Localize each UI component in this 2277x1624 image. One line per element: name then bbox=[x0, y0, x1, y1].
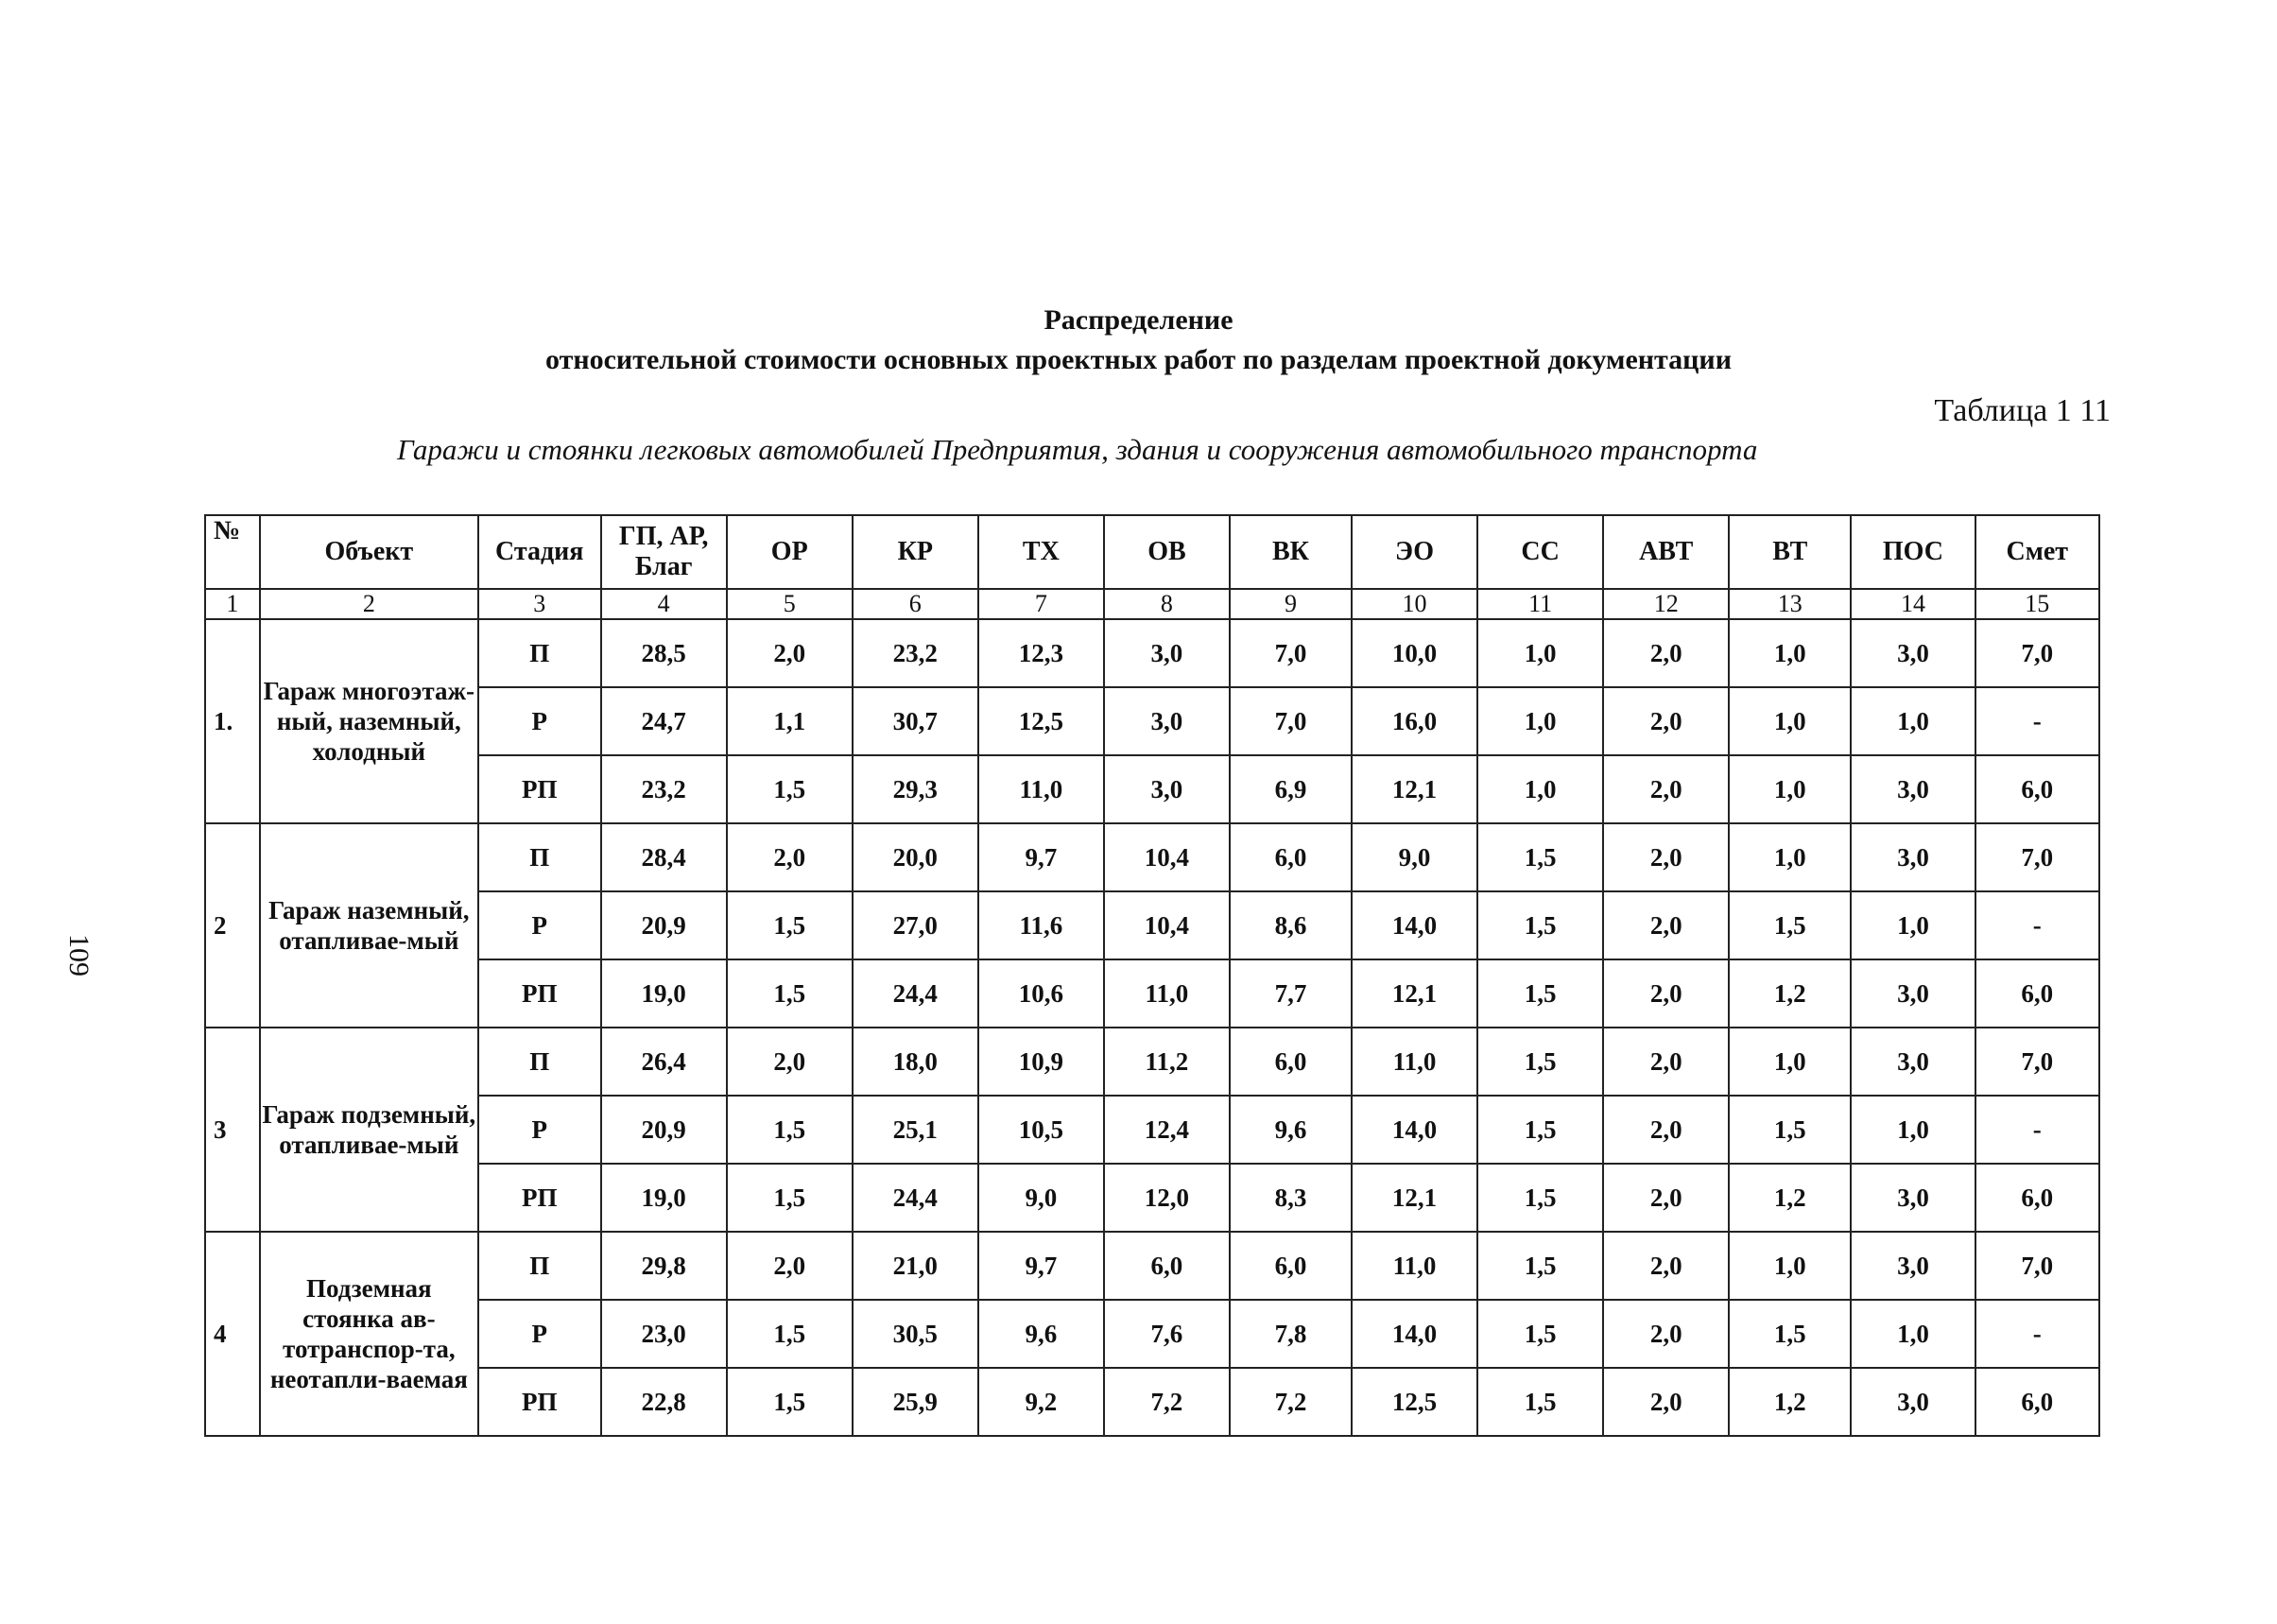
value-cell: 3,0 bbox=[1851, 959, 1975, 1028]
object-name: Подземная стоянка ав-тотранспор-та, неотапли-ваемая bbox=[260, 1232, 478, 1436]
value-cell: 29,3 bbox=[853, 755, 978, 823]
value-cell: 11,2 bbox=[1104, 1028, 1230, 1096]
table-row bbox=[205, 1368, 2099, 1436]
value-cell: 1,0 bbox=[1477, 619, 1603, 687]
column-index-cell: 3 bbox=[478, 589, 601, 619]
value-cell: 2,0 bbox=[1603, 1368, 1729, 1436]
header-cell: ВТ bbox=[1729, 515, 1851, 589]
value-cell: 1,5 bbox=[1477, 1300, 1603, 1368]
value-cell: 2,0 bbox=[1603, 1232, 1729, 1300]
value-cell: 12,1 bbox=[1352, 959, 1477, 1028]
value-cell: 14,0 bbox=[1352, 891, 1477, 959]
value-cell: 10,9 bbox=[978, 1028, 1104, 1096]
value-cell: 9,2 bbox=[978, 1368, 1104, 1436]
value-cell: 10,0 bbox=[1352, 619, 1477, 687]
value-cell: 29,8 bbox=[601, 1232, 727, 1300]
header-cell: № bbox=[205, 515, 260, 589]
table-row bbox=[205, 619, 2099, 687]
table-row bbox=[205, 823, 2099, 891]
value-cell: 25,1 bbox=[853, 1096, 978, 1164]
value-cell: 3,0 bbox=[1104, 687, 1230, 755]
row-number: 3 bbox=[205, 1028, 260, 1232]
column-index-cell: 10 bbox=[1352, 589, 1477, 619]
column-index-row bbox=[205, 589, 2099, 619]
value-cell: 24,4 bbox=[853, 1164, 978, 1232]
value-cell: 28,5 bbox=[601, 619, 727, 687]
value-cell: 20,9 bbox=[601, 891, 727, 959]
column-index-cell: 14 bbox=[1851, 589, 1975, 619]
value-cell: 2,0 bbox=[1603, 1164, 1729, 1232]
stage-cell: Р bbox=[478, 687, 601, 755]
table-row bbox=[205, 1300, 2099, 1368]
row-number: 4 bbox=[205, 1232, 260, 1436]
value-cell: 9,6 bbox=[1230, 1096, 1352, 1164]
header-cell: СС bbox=[1477, 515, 1603, 589]
value-cell: 19,0 bbox=[601, 1164, 727, 1232]
value-cell: 1,0 bbox=[1851, 1300, 1975, 1368]
value-cell: 18,0 bbox=[853, 1028, 978, 1096]
value-cell: 3,0 bbox=[1851, 619, 1975, 687]
stage-cell: П bbox=[478, 619, 601, 687]
value-cell: 27,0 bbox=[853, 891, 978, 959]
value-cell: 7,0 bbox=[1230, 687, 1352, 755]
value-cell: 3,0 bbox=[1851, 1028, 1975, 1096]
column-index-cell: 9 bbox=[1230, 589, 1352, 619]
value-cell: 8,3 bbox=[1230, 1164, 1352, 1232]
value-cell: 23,0 bbox=[601, 1300, 727, 1368]
value-cell: 12,1 bbox=[1352, 1164, 1477, 1232]
header-cell: ГП, АР, Благ bbox=[601, 515, 727, 589]
value-cell: 1,5 bbox=[1729, 891, 1851, 959]
value-cell: 1,5 bbox=[1477, 1164, 1603, 1232]
value-cell: 1,0 bbox=[1729, 823, 1851, 891]
value-cell: 1,5 bbox=[727, 1164, 853, 1232]
column-index-cell: 4 bbox=[601, 589, 727, 619]
value-cell: 2,0 bbox=[1603, 619, 1729, 687]
value-cell: 20,0 bbox=[853, 823, 978, 891]
stage-cell: П bbox=[478, 1232, 601, 1300]
header-cell: ОВ bbox=[1104, 515, 1230, 589]
value-cell: 30,5 bbox=[853, 1300, 978, 1368]
column-index-cell: 6 bbox=[853, 589, 978, 619]
table-row bbox=[205, 959, 2099, 1028]
header-cell: Стадия bbox=[478, 515, 601, 589]
value-cell: 7,0 bbox=[1975, 1232, 2099, 1300]
header-cell: Объект bbox=[260, 515, 478, 589]
value-cell: 1,5 bbox=[1729, 1300, 1851, 1368]
value-cell: 12,3 bbox=[978, 619, 1104, 687]
value-cell: 7,2 bbox=[1230, 1368, 1352, 1436]
header-cell: КР bbox=[853, 515, 978, 589]
value-cell: 3,0 bbox=[1851, 1232, 1975, 1300]
value-cell: 2,0 bbox=[727, 1028, 853, 1096]
value-cell: 10,4 bbox=[1104, 891, 1230, 959]
value-cell: 1,0 bbox=[1729, 755, 1851, 823]
value-cell: 26,4 bbox=[601, 1028, 727, 1096]
value-cell: 7,0 bbox=[1975, 1028, 2099, 1096]
value-cell: 1,5 bbox=[727, 891, 853, 959]
value-cell: 11,0 bbox=[1352, 1232, 1477, 1300]
value-cell: 11,0 bbox=[1104, 959, 1230, 1028]
value-cell: 12,1 bbox=[1352, 755, 1477, 823]
table-row bbox=[205, 755, 2099, 823]
table-number: Таблица 1 11 bbox=[1934, 393, 2111, 428]
value-cell: 1,5 bbox=[1729, 1096, 1851, 1164]
table-row bbox=[205, 1096, 2099, 1164]
value-cell: 2,0 bbox=[727, 619, 853, 687]
value-cell: 25,9 bbox=[853, 1368, 978, 1436]
value-cell: 1,0 bbox=[1477, 755, 1603, 823]
value-cell: 1,5 bbox=[1477, 959, 1603, 1028]
value-cell: 2,0 bbox=[727, 1232, 853, 1300]
stage-cell: П bbox=[478, 1028, 601, 1096]
value-cell: 2,0 bbox=[1603, 959, 1729, 1028]
table-row bbox=[205, 1164, 2099, 1232]
stage-cell: Р bbox=[478, 1300, 601, 1368]
value-cell: 7,6 bbox=[1104, 1300, 1230, 1368]
value-cell: 24,4 bbox=[853, 959, 978, 1028]
value-cell: 1,5 bbox=[727, 1368, 853, 1436]
column-index-cell: 1 bbox=[205, 589, 260, 619]
value-cell: 1,0 bbox=[1729, 619, 1851, 687]
value-cell: 9,0 bbox=[1352, 823, 1477, 891]
value-cell: - bbox=[1975, 1300, 2099, 1368]
value-cell: 3,0 bbox=[1851, 1164, 1975, 1232]
value-cell: 6,0 bbox=[1975, 959, 2099, 1028]
value-cell: 12,5 bbox=[1352, 1368, 1477, 1436]
value-cell: 19,0 bbox=[601, 959, 727, 1028]
value-cell: 28,4 bbox=[601, 823, 727, 891]
table-row bbox=[205, 891, 2099, 959]
header-row bbox=[205, 515, 2099, 589]
value-cell: 22,8 bbox=[601, 1368, 727, 1436]
value-cell: 6,0 bbox=[1104, 1232, 1230, 1300]
header-cell: ТХ bbox=[978, 515, 1104, 589]
value-cell: 1,2 bbox=[1729, 959, 1851, 1028]
value-cell: 6,0 bbox=[1975, 1164, 2099, 1232]
header-cell: Смет bbox=[1975, 515, 2099, 589]
value-cell: 1,0 bbox=[1729, 1232, 1851, 1300]
value-cell: 9,6 bbox=[978, 1300, 1104, 1368]
value-cell: 1,5 bbox=[1477, 1096, 1603, 1164]
column-index-cell: 7 bbox=[978, 589, 1104, 619]
value-cell: 7,0 bbox=[1975, 823, 2099, 891]
value-cell: 1,0 bbox=[1851, 891, 1975, 959]
object-name: Гараж подземный, отапливае-мый bbox=[260, 1028, 478, 1232]
value-cell: 7,2 bbox=[1104, 1368, 1230, 1436]
value-cell: 2,0 bbox=[1603, 1028, 1729, 1096]
value-cell: 24,7 bbox=[601, 687, 727, 755]
cost-distribution-table bbox=[204, 514, 2100, 1437]
table-row bbox=[205, 687, 2099, 755]
value-cell: 6,0 bbox=[1975, 755, 2099, 823]
value-cell: 1,0 bbox=[1477, 687, 1603, 755]
value-cell: 6,0 bbox=[1975, 1368, 2099, 1436]
value-cell: 7,0 bbox=[1230, 619, 1352, 687]
value-cell: - bbox=[1975, 1096, 2099, 1164]
value-cell: 1,0 bbox=[1729, 1028, 1851, 1096]
value-cell: 9,7 bbox=[978, 823, 1104, 891]
value-cell: 23,2 bbox=[853, 619, 978, 687]
column-index-cell: 8 bbox=[1104, 589, 1230, 619]
value-cell: 3,0 bbox=[1851, 1368, 1975, 1436]
header-cell: ЭО bbox=[1352, 515, 1477, 589]
value-cell: - bbox=[1975, 687, 2099, 755]
value-cell: 1,5 bbox=[727, 755, 853, 823]
value-cell: 14,0 bbox=[1352, 1300, 1477, 1368]
value-cell: 1,5 bbox=[1477, 1028, 1603, 1096]
stage-cell: П bbox=[478, 823, 601, 891]
value-cell: 20,9 bbox=[601, 1096, 727, 1164]
value-cell: 6,9 bbox=[1230, 755, 1352, 823]
value-cell: 12,5 bbox=[978, 687, 1104, 755]
value-cell: 7,7 bbox=[1230, 959, 1352, 1028]
value-cell: 2,0 bbox=[1603, 1300, 1729, 1368]
value-cell: 9,0 bbox=[978, 1164, 1104, 1232]
value-cell: 11,0 bbox=[978, 755, 1104, 823]
value-cell: 3,0 bbox=[1104, 619, 1230, 687]
value-cell: 10,5 bbox=[978, 1096, 1104, 1164]
title-line-1: Распределение bbox=[1044, 304, 1233, 336]
value-cell: 1,5 bbox=[727, 1096, 853, 1164]
table-subtitle: Гаражи и стоянки легковых автомобилей Предприятия, здания и сооружения автомобильного транспорта bbox=[397, 433, 1758, 466]
value-cell: 11,6 bbox=[978, 891, 1104, 959]
value-cell: 1,2 bbox=[1729, 1164, 1851, 1232]
header-cell: АВТ bbox=[1603, 515, 1729, 589]
value-cell: 1,5 bbox=[727, 959, 853, 1028]
value-cell: - bbox=[1975, 891, 2099, 959]
value-cell: 1,5 bbox=[727, 1300, 853, 1368]
value-cell: 12,0 bbox=[1104, 1164, 1230, 1232]
value-cell: 3,0 bbox=[1104, 755, 1230, 823]
value-cell: 8,6 bbox=[1230, 891, 1352, 959]
column-index-cell: 12 bbox=[1603, 589, 1729, 619]
value-cell: 9,7 bbox=[978, 1232, 1104, 1300]
table-row bbox=[205, 1028, 2099, 1096]
value-cell: 3,0 bbox=[1851, 823, 1975, 891]
value-cell: 1,0 bbox=[1851, 687, 1975, 755]
value-cell: 2,0 bbox=[1603, 823, 1729, 891]
value-cell: 10,4 bbox=[1104, 823, 1230, 891]
page-number: 109 bbox=[63, 934, 95, 976]
value-cell: 1,5 bbox=[1477, 1368, 1603, 1436]
stage-cell: РП bbox=[478, 1368, 601, 1436]
value-cell: 6,0 bbox=[1230, 1232, 1352, 1300]
value-cell: 11,0 bbox=[1352, 1028, 1477, 1096]
header-cell: ОР bbox=[727, 515, 853, 589]
value-cell: 21,0 bbox=[853, 1232, 978, 1300]
row-number: 1. bbox=[205, 619, 260, 823]
object-name: Гараж наземный, отапливае-мый bbox=[260, 823, 478, 1028]
stage-cell: Р bbox=[478, 1096, 601, 1164]
value-cell: 1,5 bbox=[1477, 891, 1603, 959]
value-cell: 14,0 bbox=[1352, 1096, 1477, 1164]
stage-cell: РП bbox=[478, 1164, 601, 1232]
value-cell: 1,5 bbox=[1477, 1232, 1603, 1300]
table-row bbox=[205, 1232, 2099, 1300]
value-cell: 7,0 bbox=[1975, 619, 2099, 687]
stage-cell: РП bbox=[478, 959, 601, 1028]
value-cell: 1,5 bbox=[1477, 823, 1603, 891]
value-cell: 3,0 bbox=[1851, 755, 1975, 823]
value-cell: 2,0 bbox=[1603, 1096, 1729, 1164]
value-cell: 30,7 bbox=[853, 687, 978, 755]
value-cell: 1,0 bbox=[1851, 1096, 1975, 1164]
value-cell: 1,0 bbox=[1729, 687, 1851, 755]
title-line-2: относительной стоимости основных проектных работ по разделам проектной документации bbox=[544, 344, 1733, 375]
value-cell: 23,2 bbox=[601, 755, 727, 823]
value-cell: 16,0 bbox=[1352, 687, 1477, 755]
stage-cell: Р bbox=[478, 891, 601, 959]
column-index-cell: 5 bbox=[727, 589, 853, 619]
column-index-cell: 2 bbox=[260, 589, 478, 619]
value-cell: 12,4 bbox=[1104, 1096, 1230, 1164]
value-cell: 6,0 bbox=[1230, 823, 1352, 891]
value-cell: 2,0 bbox=[1603, 755, 1729, 823]
header-cell: ПОС bbox=[1851, 515, 1975, 589]
value-cell: 1,1 bbox=[727, 687, 853, 755]
stage-cell: РП bbox=[478, 755, 601, 823]
value-cell: 2,0 bbox=[1603, 891, 1729, 959]
object-name: Гараж многоэтаж-ный, наземный, холодный bbox=[260, 619, 478, 823]
value-cell: 2,0 bbox=[1603, 687, 1729, 755]
row-number: 2 bbox=[205, 823, 260, 1028]
value-cell: 1,2 bbox=[1729, 1368, 1851, 1436]
column-index-cell: 15 bbox=[1975, 589, 2099, 619]
column-index-cell: 11 bbox=[1477, 589, 1603, 619]
value-cell: 7,8 bbox=[1230, 1300, 1352, 1368]
value-cell: 2,0 bbox=[727, 823, 853, 891]
header-cell: ВК bbox=[1230, 515, 1352, 589]
value-cell: 6,0 bbox=[1230, 1028, 1352, 1096]
value-cell: 10,6 bbox=[978, 959, 1104, 1028]
column-index-cell: 13 bbox=[1729, 589, 1851, 619]
